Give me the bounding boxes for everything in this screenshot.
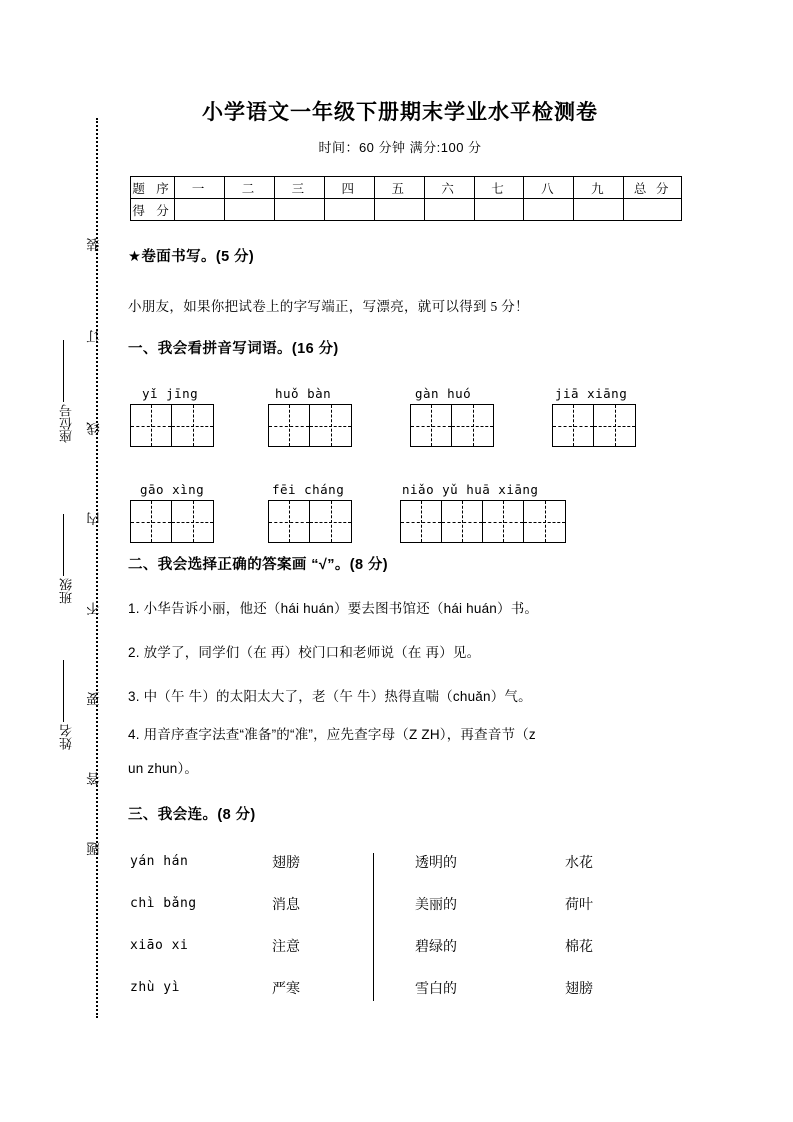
match-right-modifier-3[interactable]: 雪白的 [415,980,457,996]
tianzige-grid-q1-r2-1[interactable] [268,500,352,543]
match-left-pinyin-1[interactable]: chì bǎng [130,896,197,911]
q2-item-1[interactable]: 1. 小华告诉小丽，他还（hái huán）要去图书馆还（hái huán）书。 [128,601,539,616]
section-heading-q3: 三、我会连。(8 分) [128,807,256,823]
field-label-class: 班级 [59,578,74,604]
tianzige-cell[interactable] [553,405,594,446]
tianzige-grid-q1-r2-0[interactable] [130,500,214,543]
field-rule-class[interactable] [63,514,64,576]
score-cell-2[interactable] [274,199,324,221]
score-cell-5[interactable] [424,199,474,221]
pinyin-label-q1-r1-3: jiā xiāng [555,386,628,401]
pinyin-label-q1-r2-1: fēi cháng [272,482,345,497]
score-table-row-label-1: 得 分 [131,199,175,221]
match-right-noun-3[interactable]: 翅膀 [565,980,593,996]
match-left-pinyin-0[interactable]: yán hán [130,854,189,869]
seal-dotted-line [96,118,98,1018]
score-table-col-3: 四 [324,177,374,199]
tianzige-cell[interactable] [131,405,172,446]
match-left-word-2[interactable]: 注意 [272,938,300,954]
score-cell-4[interactable] [374,199,424,221]
match-left-word-3[interactable]: 严寒 [272,980,300,996]
q2-item-2[interactable]: 2. 放学了，同学们（在 再）校门口和老师说（在 再）见。 [128,645,481,660]
tianzige-cell[interactable] [483,501,524,542]
match-right-noun-2[interactable]: 棉花 [565,938,593,954]
score-cell-8[interactable] [574,199,624,221]
match-right-noun-1[interactable]: 荷叶 [565,896,593,912]
score-table-total-label: 总 分 [624,177,682,199]
seal-char-2: 线 [87,420,102,436]
tianzige-grid-q1-r1-0[interactable] [130,404,214,447]
score-table-col-7: 八 [524,177,574,199]
tianzige-cell[interactable] [310,405,351,446]
tianzige-cell[interactable] [452,405,493,446]
seal-char-1: 订 [87,328,102,344]
score-table-col-6: 七 [474,177,524,199]
tianzige-cell[interactable] [172,501,213,542]
match-right-modifier-1[interactable]: 美丽的 [415,896,457,912]
section-heading-q2: 二、我会选择正确的答案画 “√”。(8 分) [128,557,389,573]
paper-body [120,0,793,1122]
tianzige-grid-q1-r1-2[interactable] [410,404,494,447]
tianzige-cell[interactable] [401,501,442,542]
score-cell-1[interactable] [225,199,275,221]
score-table-col-4: 五 [374,177,424,199]
score-cell-3[interactable] [324,199,374,221]
tianzige-cell[interactable] [172,405,213,446]
seal-char-4: 不 [87,600,102,616]
seal-char-7: 题 [87,840,102,856]
page-title: 小学语文一年级下册期末学业水平检测卷 [202,101,598,124]
score-table-col-8: 九 [574,177,624,199]
table-row-score [131,199,682,221]
score-table-col-5: 六 [424,177,474,199]
match-left-pinyin-2[interactable]: xiāo xi [130,938,189,953]
tianzige-cell[interactable] [131,501,172,542]
score-table-row-label-0: 题 序 [131,177,175,199]
tianzige-cell[interactable] [310,501,351,542]
tianzige-cell[interactable] [594,405,635,446]
section-heading-handwriting: ★卷面书写。(5 分) [128,249,255,265]
pinyin-label-q1-r2-2: niǎo yǔ huā xiāng [402,482,539,497]
score-cell-6[interactable] [474,199,524,221]
score-cell-0[interactable] [175,199,225,221]
binding-margin [0,0,120,1122]
tianzige-cell[interactable] [524,501,565,542]
seal-char-5: 要 [87,690,102,706]
score-cell-7[interactable] [524,199,574,221]
match-divider [373,853,374,1001]
match-right-modifier-2[interactable]: 碧绿的 [415,938,457,954]
tianzige-cell[interactable] [442,501,483,542]
seal-char-0: 装 [87,236,102,252]
section-heading-q1: 一、我会看拼音写词语。(16 分) [128,341,339,357]
handwriting-note: 小朋友，如果你把试卷上的字写端正，写漂亮，就可以得到 5 分！ [128,299,529,314]
score-table-col-1: 二 [225,177,275,199]
pinyin-label-q1-r1-0: yǐ jīng [142,386,199,401]
match-left-word-0[interactable]: 翅膀 [272,854,300,870]
score-table-col-2: 三 [274,177,324,199]
match-left-word-1[interactable]: 消息 [272,896,300,912]
tianzige-grid-q1-r1-3[interactable] [552,404,636,447]
q2-item-4-continued[interactable]: un zhun）。 [128,761,199,776]
match-right-noun-0[interactable]: 水花 [565,854,593,870]
score-cell-total[interactable] [624,199,682,221]
q2-item-4[interactable]: 4. 用音序查字法查“准备”的“准”，应先查字母（Z ZH），再查音节（z [128,727,536,742]
match-left-pinyin-3[interactable]: zhù yì [130,980,180,995]
tianzige-cell[interactable] [269,405,310,446]
table-row-question-order [131,177,682,199]
exam-meta: 时间：60 分钟 满分:100 分 [318,140,482,155]
tianzige-grid-q1-r2-2[interactable] [400,500,566,543]
field-label-seat-number: 座位号 [59,404,74,443]
seal-char-3: 内 [87,510,102,526]
pinyin-label-q1-r2-0: gāo xìng [140,482,205,497]
field-label-name: 姓名 [59,724,74,750]
pinyin-label-q1-r1-1: huǒ bàn [275,386,332,401]
score-table [130,176,682,221]
tianzige-grid-q1-r1-1[interactable] [268,404,352,447]
tianzige-cell[interactable] [269,501,310,542]
match-right-modifier-0[interactable]: 透明的 [415,854,457,870]
pinyin-label-q1-r1-2: gàn huó [415,386,472,401]
field-rule-seat-number[interactable] [63,340,64,402]
q2-item-3[interactable]: 3. 中（午 牛）的太阳太大了，老（午 牛）热得直喘（chuǎn）气。 [128,689,532,704]
tianzige-cell[interactable] [411,405,452,446]
seal-char-6: 答 [87,770,102,786]
field-rule-name[interactable] [63,660,64,722]
score-table-col-0: 一 [175,177,225,199]
